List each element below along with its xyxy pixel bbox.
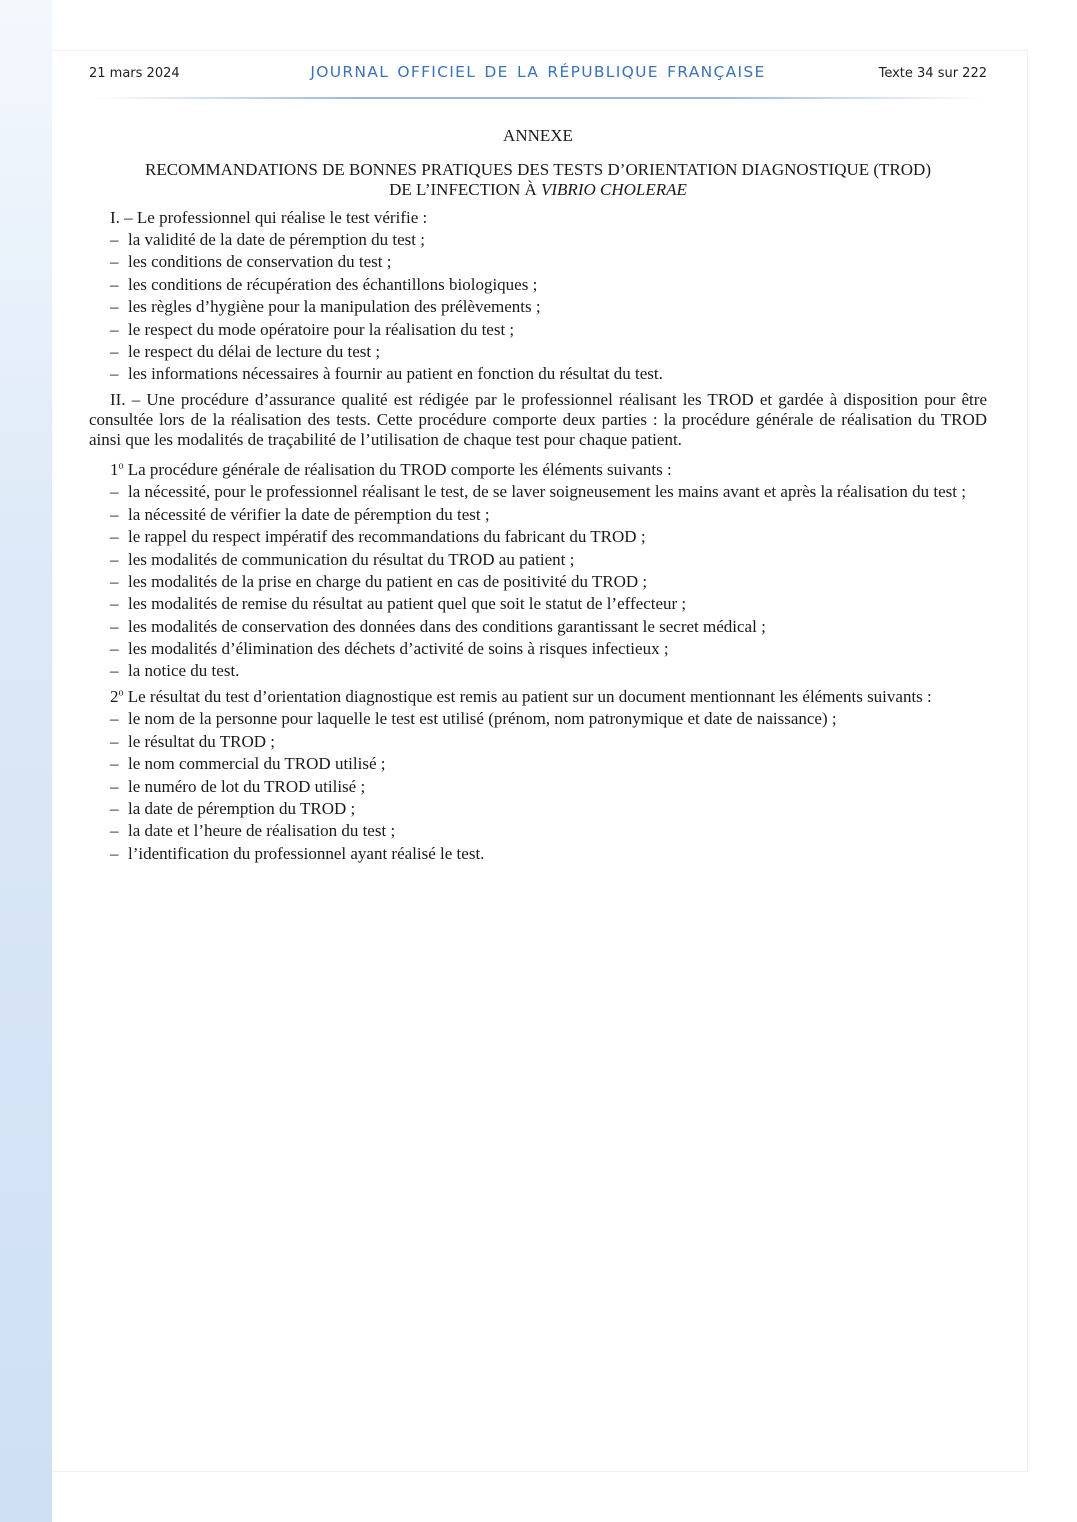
list-item: – la nécessité de vérifier la date de péremption du test ; [89, 505, 987, 525]
section-1-list [89, 230, 987, 384]
point-1-ordinal: o [118, 460, 124, 472]
list-item: – la validité de la date de péremption du test ; [89, 230, 987, 250]
list-item: – le rappel du respect impératif des recommandations du fabricant du TROD ; [89, 527, 987, 547]
list-item: – la date et l’heure de réalisation du test ; [89, 821, 987, 841]
list-item: – la notice du test. [89, 661, 987, 681]
title-line-2-italic: VIBRIO CHOLERAE [541, 180, 687, 199]
list-item: – l’identification du professionnel ayant réalisé le test. [89, 844, 987, 864]
list-item: – les conditions de conservation du test ; [89, 252, 987, 272]
list-item: – les conditions de récupération des échantillons biologiques ; [89, 275, 987, 295]
list-item: – les règles d’hygiène pour la manipulation des prélèvements ; [89, 297, 987, 317]
list-item: – les modalités de conservation des données dans des conditions garantissant le secret médical ; [89, 617, 987, 637]
document-body [89, 126, 987, 866]
list-item: – la date de péremption du TROD ; [89, 799, 987, 819]
list-item: – les modalités de communication du résultat du TROD au patient ; [89, 550, 987, 570]
header-divider [89, 97, 987, 99]
point-2-text: Le résultat du test d’orientation diagnostique est remis au patient sur un document mentionnant les éléments suivants : [123, 687, 932, 707]
list-item: – le respect du délai de lecture du test ; [89, 342, 987, 362]
point-2-number: 2 [110, 687, 119, 707]
point-1-number: 1 [110, 460, 119, 480]
title-line-1: RECOMMANDATIONS DE BONNES PRATIQUES DES TESTS D’ORIENTATION DIAGNOSTIQUE (TROD) [145, 160, 931, 179]
section-2-paragraph: II. – Une procédure d’assurance qualité est rédigée par le professionnel réalisant les TROD et gardée à disposition pour être consultée lors de la réalisation des tests. Cette procédure comporte deux parties : la procédure générale de réalisation du TROD ainsi que les modalités de traçabilité de l’utilisation de chaque test pour chaque patient. [89, 390, 987, 450]
list-item: – le nom commercial du TROD utilisé ; [89, 754, 987, 774]
point-1-list [89, 482, 987, 681]
list-item: – le respect du mode opératoire pour la réalisation du test ; [89, 320, 987, 340]
annexe-heading: ANNEXE [503, 126, 573, 145]
title-line-2 [89, 180, 987, 200]
list-item: – le nom de la personne pour laquelle le test est utilisé (prénom, nom patronymique et date de naissance) ; [89, 709, 987, 729]
list-item: – les modalités de la prise en charge du patient en cas de positivité du TROD ; [89, 572, 987, 592]
list-item: – les informations nécessaires à fournir au patient en fonction du résultat du test. [89, 364, 987, 384]
title-line-2-prefix: DE L’INFECTION À [389, 180, 541, 199]
point-2-intro [89, 687, 987, 707]
section-1-intro: I. – Le professionnel qui réalise le test vérifie : [110, 208, 428, 227]
point-1-text: La procédure générale de réalisation du TROD comporte les éléments suivants : [123, 460, 672, 480]
header-page-number: Texte 34 sur 222 [878, 66, 987, 81]
header-journal-title: JOURNAL OFFICIEL DE LA RÉPUBLIQUE FRANÇAISE [310, 63, 766, 81]
point-2-ordinal: o [118, 687, 124, 699]
document-title [89, 160, 987, 200]
page-header [89, 62, 987, 86]
list-item: – les modalités d’élimination des déchets d’activité de soins à risques infectieux ; [89, 639, 987, 659]
header-date: 21 mars 2024 [89, 66, 180, 81]
list-item: – les modalités de remise du résultat au patient quel que soit le statut de l’effecteur ; [89, 594, 987, 614]
point-2-list [89, 709, 987, 863]
list-item: – la nécessité, pour le professionnel réalisant le test, de se laver soigneusement les mains avant et après la réalisation du test ; [89, 482, 987, 502]
point-1-intro [89, 460, 987, 480]
left-decorative-band [0, 0, 52, 1522]
list-item: – le numéro de lot du TROD utilisé ; [89, 777, 987, 797]
list-item: – le résultat du TROD ; [89, 732, 987, 752]
